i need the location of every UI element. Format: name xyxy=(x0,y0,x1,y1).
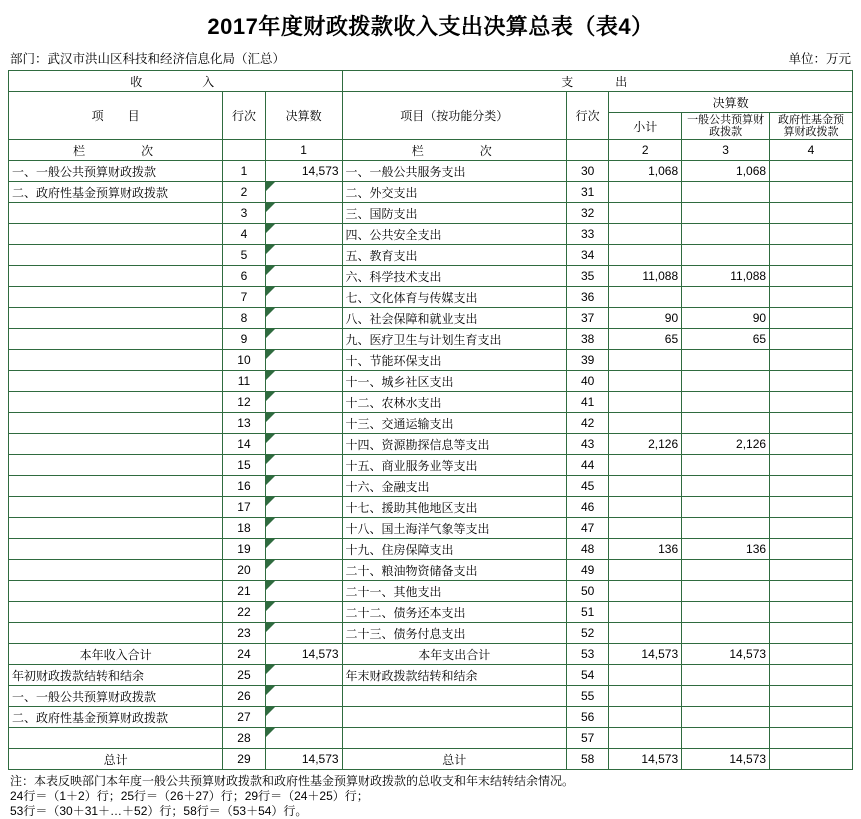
cell-income-lineno: 9 xyxy=(223,329,265,350)
cell-expense-fund xyxy=(770,308,853,329)
table-row xyxy=(9,287,853,308)
header-row-groups xyxy=(9,71,853,92)
header-income-group: 收 入 xyxy=(9,71,343,92)
cell-income-lineno: 11 xyxy=(223,371,265,392)
cell-income-value xyxy=(265,287,342,308)
cell-income-value xyxy=(265,392,342,413)
cell-income-lineno: 17 xyxy=(223,497,265,518)
cell-income-lineno: 29 xyxy=(223,749,265,770)
cell-expense-subtotal xyxy=(609,728,682,749)
cell-expense-general xyxy=(682,455,770,476)
cell-expense-item: 总计 xyxy=(342,749,566,770)
cell-expense-fund xyxy=(770,287,853,308)
cell-expense-general xyxy=(682,182,770,203)
cell-expense-lineno: 43 xyxy=(566,434,608,455)
cell-income-value xyxy=(265,707,342,728)
cell-expense-general xyxy=(682,203,770,224)
cell-income-lineno: 28 xyxy=(223,728,265,749)
header-expense-lineno: 行次 xyxy=(566,92,608,140)
cell-expense-lineno: 39 xyxy=(566,350,608,371)
cell-income-value xyxy=(265,602,342,623)
header-row-subgroups xyxy=(9,92,853,113)
cell-income-item xyxy=(9,728,223,749)
cell-expense-item: 五、教育支出 xyxy=(342,245,566,266)
table-row xyxy=(9,749,853,770)
cell-income-item: 二、政府性基金预算财政拨款 xyxy=(9,707,223,728)
cell-income-value xyxy=(265,455,342,476)
table-row xyxy=(9,161,853,182)
cell-expense-item: 十二、农林水支出 xyxy=(342,392,566,413)
table-row xyxy=(9,266,853,287)
cell-expense-item: 六、科学技术支出 xyxy=(342,266,566,287)
cell-expense-general: 14,573 xyxy=(682,644,770,665)
unit-label: 单位：万元 xyxy=(788,52,851,66)
cell-expense-subtotal xyxy=(609,203,682,224)
cell-income-lineno: 27 xyxy=(223,707,265,728)
cell-income-item xyxy=(9,203,223,224)
cell-income-value xyxy=(265,539,342,560)
cell-expense-general xyxy=(682,224,770,245)
cell-expense-item: 十七、援助其他地区支出 xyxy=(342,497,566,518)
cell-expense-fund xyxy=(770,266,853,287)
cell-expense-general xyxy=(682,602,770,623)
table-row xyxy=(9,581,853,602)
cell-income-value xyxy=(265,266,342,287)
cell-expense-general xyxy=(682,707,770,728)
cell-income-item: 一、一般公共预算财政拨款 xyxy=(9,161,223,182)
cell-expense-subtotal: 14,573 xyxy=(609,749,682,770)
cell-expense-subtotal xyxy=(609,665,682,686)
cell-expense-lineno: 50 xyxy=(566,581,608,602)
cell-expense-general xyxy=(682,476,770,497)
header-general-public: 一般公共预算财政拨款 xyxy=(682,113,770,140)
cell-expense-item: 四、公共安全支出 xyxy=(342,224,566,245)
cell-expense-general: 90 xyxy=(682,308,770,329)
cell-expense-general xyxy=(682,497,770,518)
cell-income-lineno: 21 xyxy=(223,581,265,602)
header-column-label-income: 栏 次 xyxy=(9,140,223,161)
cell-expense-subtotal: 11,088 xyxy=(609,266,682,287)
cell-income-value xyxy=(265,224,342,245)
cell-income-lineno: 8 xyxy=(223,308,265,329)
cell-expense-fund xyxy=(770,161,853,182)
cell-expense-general: 2,126 xyxy=(682,434,770,455)
cell-expense-general xyxy=(682,623,770,644)
cell-expense-item: 三、国防支出 xyxy=(342,203,566,224)
cell-income-lineno: 7 xyxy=(223,287,265,308)
cell-income-value xyxy=(265,518,342,539)
table-row xyxy=(9,476,853,497)
cell-expense-general: 136 xyxy=(682,539,770,560)
cell-expense-item: 二十二、债务还本支出 xyxy=(342,602,566,623)
table-row xyxy=(9,497,853,518)
cell-income-lineno: 12 xyxy=(223,392,265,413)
cell-expense-subtotal xyxy=(609,392,682,413)
cell-expense-subtotal xyxy=(609,476,682,497)
cell-expense-item: 十五、商业服务业等支出 xyxy=(342,455,566,476)
note-line-2: 24行＝（1＋2）行；25行＝（26＋27）行；29行＝（24＋25）行； xyxy=(10,789,369,803)
cell-expense-general xyxy=(682,287,770,308)
cell-expense-fund xyxy=(770,728,853,749)
cell-income-item: 本年收入合计 xyxy=(9,644,223,665)
cell-expense-fund xyxy=(770,182,853,203)
cell-expense-subtotal: 90 xyxy=(609,308,682,329)
cell-income-value: 14,573 xyxy=(265,161,342,182)
cell-income-lineno: 23 xyxy=(223,623,265,644)
cell-income-value xyxy=(265,560,342,581)
cell-expense-item: 十八、国土海洋气象等支出 xyxy=(342,518,566,539)
table-row xyxy=(9,518,853,539)
cell-expense-fund xyxy=(770,749,853,770)
header-subtotal: 小计 xyxy=(609,113,682,140)
cell-expense-item: 九、医疗卫生与计划生育支出 xyxy=(342,329,566,350)
cell-expense-item xyxy=(342,686,566,707)
cell-income-lineno: 25 xyxy=(223,665,265,686)
cell-expense-subtotal xyxy=(609,623,682,644)
cell-expense-lineno: 49 xyxy=(566,560,608,581)
cell-expense-item: 十一、城乡社区支出 xyxy=(342,371,566,392)
cell-expense-subtotal: 65 xyxy=(609,329,682,350)
cell-income-item xyxy=(9,434,223,455)
cell-expense-lineno: 53 xyxy=(566,644,608,665)
cell-expense-item: 七、文化体育与传媒支出 xyxy=(342,287,566,308)
department-label: 部门：武汉市洪山区科技和经济信息化局（汇总） xyxy=(10,52,286,66)
subheader xyxy=(8,49,853,70)
cell-income-lineno: 6 xyxy=(223,266,265,287)
cell-expense-lineno: 34 xyxy=(566,245,608,266)
cell-expense-fund xyxy=(770,413,853,434)
cell-expense-fund xyxy=(770,581,853,602)
header-col-1: 1 xyxy=(265,140,342,161)
note-line-1: 注：本表反映部门本年度一般公共预算财政拨款和政府性基金预算财政拨款的总收支和年末结转结余情况。 xyxy=(10,774,575,788)
cell-expense-fund xyxy=(770,455,853,476)
cell-expense-subtotal: 136 xyxy=(609,539,682,560)
header-col-blank-2 xyxy=(566,140,608,161)
cell-expense-item: 年末财政拨款结转和结余 xyxy=(342,665,566,686)
cell-expense-subtotal xyxy=(609,602,682,623)
cell-expense-lineno: 35 xyxy=(566,266,608,287)
cell-income-value xyxy=(265,329,342,350)
cell-expense-lineno: 48 xyxy=(566,539,608,560)
cell-income-item xyxy=(9,518,223,539)
cell-income-item xyxy=(9,329,223,350)
cell-expense-fund xyxy=(770,476,853,497)
cell-expense-fund xyxy=(770,434,853,455)
table-row xyxy=(9,644,853,665)
cell-expense-subtotal xyxy=(609,413,682,434)
cell-expense-item: 二、外交支出 xyxy=(342,182,566,203)
table-row xyxy=(9,182,853,203)
cell-income-value xyxy=(265,245,342,266)
cell-expense-item: 十九、住房保障支出 xyxy=(342,539,566,560)
table-row xyxy=(9,728,853,749)
cell-income-item xyxy=(9,455,223,476)
cell-income-value: 14,573 xyxy=(265,749,342,770)
cell-expense-fund xyxy=(770,518,853,539)
note-line-3: 53行＝（30＋31＋…＋52）行；58行＝（53＋54）行。 xyxy=(10,804,308,818)
header-col-2: 2 xyxy=(609,140,682,161)
table-row xyxy=(9,455,853,476)
cell-expense-subtotal xyxy=(609,707,682,728)
header-income-item: 项 目 xyxy=(9,92,223,140)
cell-expense-general xyxy=(682,350,770,371)
cell-income-item xyxy=(9,539,223,560)
cell-income-item xyxy=(9,308,223,329)
table-notes xyxy=(8,770,853,819)
cell-expense-subtotal xyxy=(609,371,682,392)
cell-expense-subtotal xyxy=(609,497,682,518)
cell-expense-general: 65 xyxy=(682,329,770,350)
cell-income-lineno: 14 xyxy=(223,434,265,455)
cell-expense-lineno: 45 xyxy=(566,476,608,497)
cell-income-item: 总计 xyxy=(9,749,223,770)
cell-income-item xyxy=(9,371,223,392)
cell-expense-lineno: 51 xyxy=(566,602,608,623)
cell-expense-lineno: 31 xyxy=(566,182,608,203)
cell-expense-lineno: 36 xyxy=(566,287,608,308)
cell-expense-item: 十三、交通运输支出 xyxy=(342,413,566,434)
cell-expense-general: 14,573 xyxy=(682,749,770,770)
header-gov-fund: 政府性基金预算财政拨款 xyxy=(770,113,853,140)
cell-income-item: 年初财政拨款结转和结余 xyxy=(9,665,223,686)
cell-income-item xyxy=(9,476,223,497)
cell-expense-lineno: 37 xyxy=(566,308,608,329)
cell-income-lineno: 22 xyxy=(223,602,265,623)
cell-income-item xyxy=(9,602,223,623)
table-row xyxy=(9,350,853,371)
table-row xyxy=(9,224,853,245)
cell-income-item xyxy=(9,560,223,581)
cell-income-value xyxy=(265,434,342,455)
cell-income-item xyxy=(9,623,223,644)
cell-income-lineno: 19 xyxy=(223,539,265,560)
cell-expense-fund xyxy=(770,686,853,707)
cell-expense-lineno: 47 xyxy=(566,518,608,539)
cell-expense-lineno: 40 xyxy=(566,371,608,392)
cell-expense-lineno: 55 xyxy=(566,686,608,707)
cell-expense-fund xyxy=(770,707,853,728)
cell-income-item xyxy=(9,287,223,308)
cell-expense-lineno: 38 xyxy=(566,329,608,350)
cell-expense-subtotal xyxy=(609,455,682,476)
cell-expense-lineno: 30 xyxy=(566,161,608,182)
cell-income-lineno: 1 xyxy=(223,161,265,182)
cell-expense-subtotal xyxy=(609,518,682,539)
table-row xyxy=(9,623,853,644)
cell-expense-subtotal xyxy=(609,581,682,602)
cell-income-value: 14,573 xyxy=(265,644,342,665)
table-row xyxy=(9,245,853,266)
header-income-final: 决算数 xyxy=(265,92,342,140)
cell-expense-item: 八、社会保障和就业支出 xyxy=(342,308,566,329)
cell-expense-fund xyxy=(770,329,853,350)
cell-income-value xyxy=(265,308,342,329)
cell-income-value xyxy=(265,728,342,749)
cell-income-value xyxy=(265,476,342,497)
cell-income-item xyxy=(9,497,223,518)
cell-expense-subtotal: 2,126 xyxy=(609,434,682,455)
table-row xyxy=(9,686,853,707)
header-row-column-numbers xyxy=(9,140,853,161)
cell-expense-general xyxy=(682,665,770,686)
cell-expense-general xyxy=(682,518,770,539)
cell-income-value xyxy=(265,686,342,707)
page-title: 2017年度财政拨款收入支出决算总表（表4） xyxy=(207,14,654,39)
cell-income-value xyxy=(265,350,342,371)
cell-income-value xyxy=(265,665,342,686)
table-row xyxy=(9,665,853,686)
header-col-4: 4 xyxy=(770,140,853,161)
header-col-3: 3 xyxy=(682,140,770,161)
cell-expense-general xyxy=(682,728,770,749)
cell-income-item xyxy=(9,245,223,266)
cell-expense-subtotal xyxy=(609,287,682,308)
cell-expense-fund xyxy=(770,602,853,623)
cell-expense-fund xyxy=(770,224,853,245)
cell-expense-general xyxy=(682,581,770,602)
cell-expense-lineno: 57 xyxy=(566,728,608,749)
cell-income-item xyxy=(9,350,223,371)
cell-expense-subtotal xyxy=(609,182,682,203)
cell-expense-fund xyxy=(770,644,853,665)
cell-income-lineno: 26 xyxy=(223,686,265,707)
header-column-label-expense: 栏 次 xyxy=(342,140,566,161)
cell-expense-item: 一、一般公共服务支出 xyxy=(342,161,566,182)
cell-income-lineno: 2 xyxy=(223,182,265,203)
cell-expense-subtotal: 1,068 xyxy=(609,161,682,182)
cell-expense-lineno: 42 xyxy=(566,413,608,434)
cell-expense-item: 十六、金融支出 xyxy=(342,476,566,497)
header-income-lineno: 行次 xyxy=(223,92,265,140)
cell-income-lineno: 18 xyxy=(223,518,265,539)
cell-expense-fund xyxy=(770,497,853,518)
cell-expense-general xyxy=(682,371,770,392)
table-row xyxy=(9,392,853,413)
cell-income-value xyxy=(265,497,342,518)
cell-income-lineno: 5 xyxy=(223,245,265,266)
cell-income-lineno: 10 xyxy=(223,350,265,371)
table-header xyxy=(9,71,853,161)
cell-expense-general xyxy=(682,245,770,266)
budget-table xyxy=(8,70,853,770)
cell-expense-subtotal xyxy=(609,224,682,245)
cell-expense-lineno: 33 xyxy=(566,224,608,245)
cell-income-item: 一、一般公共预算财政拨款 xyxy=(9,686,223,707)
header-expense-item: 项目（按功能分类） xyxy=(342,92,566,140)
table-row xyxy=(9,539,853,560)
cell-income-lineno: 20 xyxy=(223,560,265,581)
cell-income-lineno: 13 xyxy=(223,413,265,434)
cell-income-item: 二、政府性基金预算财政拨款 xyxy=(9,182,223,203)
cell-income-lineno: 16 xyxy=(223,476,265,497)
cell-income-lineno: 3 xyxy=(223,203,265,224)
table-row xyxy=(9,329,853,350)
cell-expense-fund xyxy=(770,560,853,581)
cell-expense-lineno: 58 xyxy=(566,749,608,770)
cell-income-value xyxy=(265,413,342,434)
cell-expense-subtotal: 14,573 xyxy=(609,644,682,665)
cell-income-value xyxy=(265,581,342,602)
cell-expense-subtotal xyxy=(609,350,682,371)
cell-expense-item: 十四、资源勘探信息等支出 xyxy=(342,434,566,455)
cell-income-item xyxy=(9,392,223,413)
cell-expense-general xyxy=(682,560,770,581)
cell-expense-general xyxy=(682,392,770,413)
cell-income-item xyxy=(9,266,223,287)
table-row xyxy=(9,602,853,623)
cell-income-value xyxy=(265,623,342,644)
cell-expense-item: 十、节能环保支出 xyxy=(342,350,566,371)
cell-expense-item xyxy=(342,707,566,728)
cell-expense-item xyxy=(342,728,566,749)
cell-income-item xyxy=(9,581,223,602)
cell-expense-lineno: 52 xyxy=(566,623,608,644)
table-row xyxy=(9,371,853,392)
cell-expense-item: 二十、粮油物资储备支出 xyxy=(342,560,566,581)
table-row xyxy=(9,203,853,224)
cell-expense-item: 本年支出合计 xyxy=(342,644,566,665)
cell-expense-lineno: 41 xyxy=(566,392,608,413)
cell-expense-subtotal xyxy=(609,245,682,266)
header-col-blank-1 xyxy=(223,140,265,161)
cell-income-lineno: 15 xyxy=(223,455,265,476)
cell-expense-lineno: 44 xyxy=(566,455,608,476)
cell-expense-lineno: 56 xyxy=(566,707,608,728)
cell-expense-general: 11,088 xyxy=(682,266,770,287)
cell-expense-lineno: 32 xyxy=(566,203,608,224)
cell-expense-fund xyxy=(770,350,853,371)
header-expense-group: 支 出 xyxy=(342,71,852,92)
cell-expense-fund xyxy=(770,203,853,224)
cell-income-value xyxy=(265,182,342,203)
cell-income-lineno: 4 xyxy=(223,224,265,245)
cell-expense-subtotal xyxy=(609,686,682,707)
cell-expense-fund xyxy=(770,623,853,644)
table-row xyxy=(9,560,853,581)
cell-income-value xyxy=(265,371,342,392)
table-row xyxy=(9,707,853,728)
cell-expense-subtotal xyxy=(609,560,682,581)
cell-expense-fund xyxy=(770,539,853,560)
cell-income-item xyxy=(9,224,223,245)
table-row xyxy=(9,308,853,329)
cell-expense-lineno: 46 xyxy=(566,497,608,518)
cell-expense-fund xyxy=(770,245,853,266)
cell-expense-item: 二十一、其他支出 xyxy=(342,581,566,602)
cell-expense-general xyxy=(682,686,770,707)
table-body xyxy=(9,161,853,770)
cell-expense-fund xyxy=(770,392,853,413)
cell-income-lineno: 24 xyxy=(223,644,265,665)
cell-expense-lineno: 54 xyxy=(566,665,608,686)
cell-expense-fund xyxy=(770,665,853,686)
cell-expense-general xyxy=(682,413,770,434)
cell-income-value xyxy=(265,203,342,224)
table-row xyxy=(9,434,853,455)
cell-expense-item: 二十三、债务付息支出 xyxy=(342,623,566,644)
cell-expense-general: 1,068 xyxy=(682,161,770,182)
header-final-accounts: 决算数 xyxy=(609,92,853,113)
cell-expense-fund xyxy=(770,371,853,392)
cell-income-item xyxy=(9,413,223,434)
table-row xyxy=(9,413,853,434)
